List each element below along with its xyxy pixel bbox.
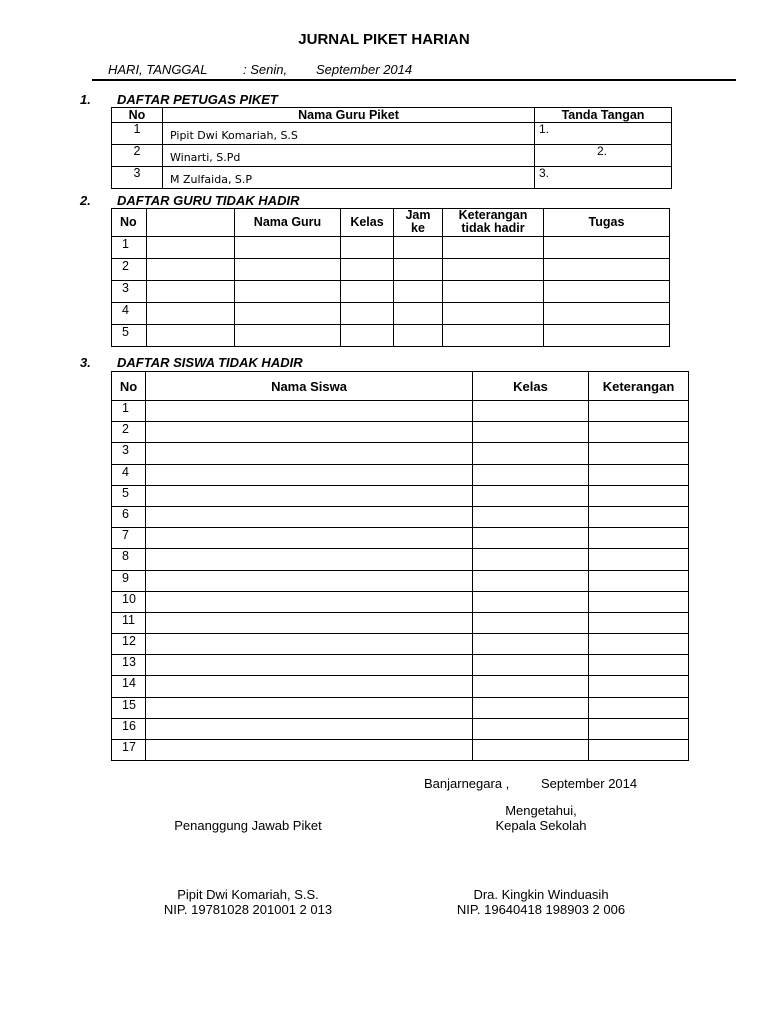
table-row <box>112 528 689 549</box>
row-no: 4 <box>112 464 146 485</box>
table-row <box>112 303 670 325</box>
col-no: No <box>112 108 163 123</box>
table-header-row <box>112 209 670 237</box>
row-no: 14 <box>112 676 146 697</box>
row-cell <box>589 549 689 570</box>
col-kelas: Kelas <box>473 372 589 401</box>
date-value: September 2014 <box>316 62 413 77</box>
table-header-row <box>112 372 689 401</box>
row-cell <box>146 634 473 655</box>
col-kelas: Kelas <box>341 209 394 237</box>
col-keterangan <box>443 209 544 237</box>
header-rule <box>92 79 736 81</box>
row-no: 17 <box>112 740 146 761</box>
row-cell <box>473 718 589 739</box>
row-cell <box>146 443 473 464</box>
row-cell <box>146 506 473 527</box>
absent-teachers-table <box>111 208 670 347</box>
table-row <box>112 123 672 145</box>
row-cell <box>473 634 589 655</box>
row-cell <box>146 570 473 591</box>
page-title: JURNAL PIKET HARIAN <box>298 31 470 48</box>
table-header-row <box>112 108 672 123</box>
row-cell <box>589 697 689 718</box>
row-no: 2 <box>112 422 146 443</box>
row-cell <box>146 655 473 676</box>
table-row <box>112 259 670 281</box>
row-no: 9 <box>112 570 146 591</box>
table-row <box>112 612 689 633</box>
table-row <box>112 591 689 612</box>
row-cell <box>146 612 473 633</box>
date-label: HARI, TANGGAL <box>108 62 208 77</box>
table-row <box>112 401 689 422</box>
row-cell <box>589 655 689 676</box>
row-cell <box>589 570 689 591</box>
row-cell <box>473 570 589 591</box>
row-cell <box>589 612 689 633</box>
row-cell <box>473 655 589 676</box>
row-cell <box>146 485 473 506</box>
row-cell <box>146 549 473 570</box>
row-cell <box>473 506 589 527</box>
col-empty <box>147 209 235 237</box>
table-row <box>112 443 689 464</box>
day-value: : Senin, <box>243 62 288 77</box>
table-row <box>112 506 689 527</box>
row-no: 1 <box>112 401 146 422</box>
row-sign: 1. <box>535 123 672 145</box>
row-cell <box>473 422 589 443</box>
row-cell <box>589 464 689 485</box>
right-role-1: Mengetahui, <box>505 803 577 818</box>
col-jam <box>394 209 443 237</box>
row-cell <box>473 740 589 761</box>
section2-number: 2. <box>80 193 91 208</box>
row-cell <box>589 528 689 549</box>
table-row <box>112 549 689 570</box>
section3-number: 3. <box>80 355 91 370</box>
row-cell <box>146 401 473 422</box>
row-cell <box>146 697 473 718</box>
row-cell <box>473 676 589 697</box>
right-signatory-name: Dra. Kingkin Winduasih <box>473 887 609 902</box>
table-row <box>112 464 689 485</box>
col-name: Nama Guru Piket <box>163 108 535 123</box>
absent-students-table <box>111 371 689 761</box>
row-cell <box>473 443 589 464</box>
table-row <box>112 740 689 761</box>
table-row <box>112 422 689 443</box>
table-row <box>112 676 689 697</box>
left-role: Penanggung Jawab Piket <box>174 818 322 833</box>
row-cell <box>473 485 589 506</box>
signing-date: September 2014 <box>541 776 638 791</box>
row-cell <box>589 676 689 697</box>
row-name: Pipit Dwi Komariah, S.S <box>163 123 535 145</box>
row-cell <box>146 591 473 612</box>
row-sign: 3. <box>535 167 672 189</box>
row-cell <box>589 485 689 506</box>
duty-officers-table <box>111 107 672 189</box>
row-cell <box>473 464 589 485</box>
col-ket-line2: tidak hadir <box>461 221 525 235</box>
right-signatory-nip: NIP. 19640418 198903 2 006 <box>456 902 626 917</box>
table-row <box>112 697 689 718</box>
row-no: 8 <box>112 549 146 570</box>
table-row <box>112 145 672 167</box>
table-row <box>112 634 689 655</box>
row-no: 13 <box>112 655 146 676</box>
signing-place: Banjarnegara , <box>424 776 510 791</box>
row-cell <box>146 528 473 549</box>
left-signatory-nip: NIP. 19781028 201001 2 013 <box>163 902 333 917</box>
row-cell <box>473 612 589 633</box>
row-cell <box>589 718 689 739</box>
col-jam-line1: Jam <box>405 208 431 222</box>
col-no: No <box>112 209 147 237</box>
table-row <box>112 570 689 591</box>
col-keterangan: Keterangan <box>589 372 689 401</box>
row-cell <box>473 401 589 422</box>
row-no: 2 <box>112 145 163 167</box>
table-row <box>112 281 670 303</box>
left-signatory-name: Pipit Dwi Komariah, S.S. <box>177 887 319 902</box>
table-row <box>112 237 670 259</box>
table-row <box>112 718 689 739</box>
row-no: 3 <box>112 167 163 189</box>
col-nama-siswa: Nama Siswa <box>146 372 473 401</box>
row-no: 10 <box>112 591 146 612</box>
row-cell <box>589 634 689 655</box>
row-no: 1 <box>112 237 147 259</box>
row-cell <box>589 591 689 612</box>
row-cell <box>589 422 689 443</box>
row-no: 11 <box>112 612 146 633</box>
table-row <box>112 325 670 347</box>
col-tugas: Tugas <box>544 209 670 237</box>
row-no: 1 <box>112 123 163 145</box>
students-body <box>112 401 689 761</box>
row-cell <box>473 591 589 612</box>
row-cell <box>473 549 589 570</box>
section2-heading: DAFTAR GURU TIDAK HADIR <box>117 193 300 208</box>
col-no: No <box>112 372 146 401</box>
row-no: 4 <box>112 303 147 325</box>
table-row <box>112 167 672 189</box>
row-no: 15 <box>112 697 146 718</box>
col-sign: Tanda Tangan <box>535 108 672 123</box>
row-cell <box>473 528 589 549</box>
row-no: 12 <box>112 634 146 655</box>
section1-heading: DAFTAR PETUGAS PIKET <box>117 92 278 107</box>
row-name: M Zulfaida, S.P <box>163 167 535 189</box>
row-no: 6 <box>112 506 146 527</box>
row-cell <box>589 740 689 761</box>
row-cell <box>589 401 689 422</box>
row-no: 5 <box>112 325 147 347</box>
row-no: 3 <box>112 281 147 303</box>
row-no: 5 <box>112 485 146 506</box>
row-cell <box>146 422 473 443</box>
col-jam-line2: ke <box>411 221 425 235</box>
row-cell <box>146 740 473 761</box>
right-role-2: Kepala Sekolah <box>495 818 587 833</box>
row-no: 3 <box>112 443 146 464</box>
row-cell <box>473 697 589 718</box>
col-nama-guru: Nama Guru <box>235 209 341 237</box>
section3-heading: DAFTAR SISWA TIDAK HADIR <box>117 355 303 370</box>
row-cell <box>146 464 473 485</box>
row-cell <box>589 443 689 464</box>
col-ket-line1: Keterangan <box>458 208 528 222</box>
row-cell <box>146 718 473 739</box>
row-no: 16 <box>112 718 146 739</box>
section1-number: 1. <box>80 92 91 107</box>
row-no: 7 <box>112 528 146 549</box>
table-row <box>112 485 689 506</box>
row-cell <box>589 506 689 527</box>
row-cell <box>146 676 473 697</box>
table-row <box>112 655 689 676</box>
row-sign: 2. <box>535 145 672 167</box>
row-name: Winarti, S.Pd <box>163 145 535 167</box>
row-no: 2 <box>112 259 147 281</box>
